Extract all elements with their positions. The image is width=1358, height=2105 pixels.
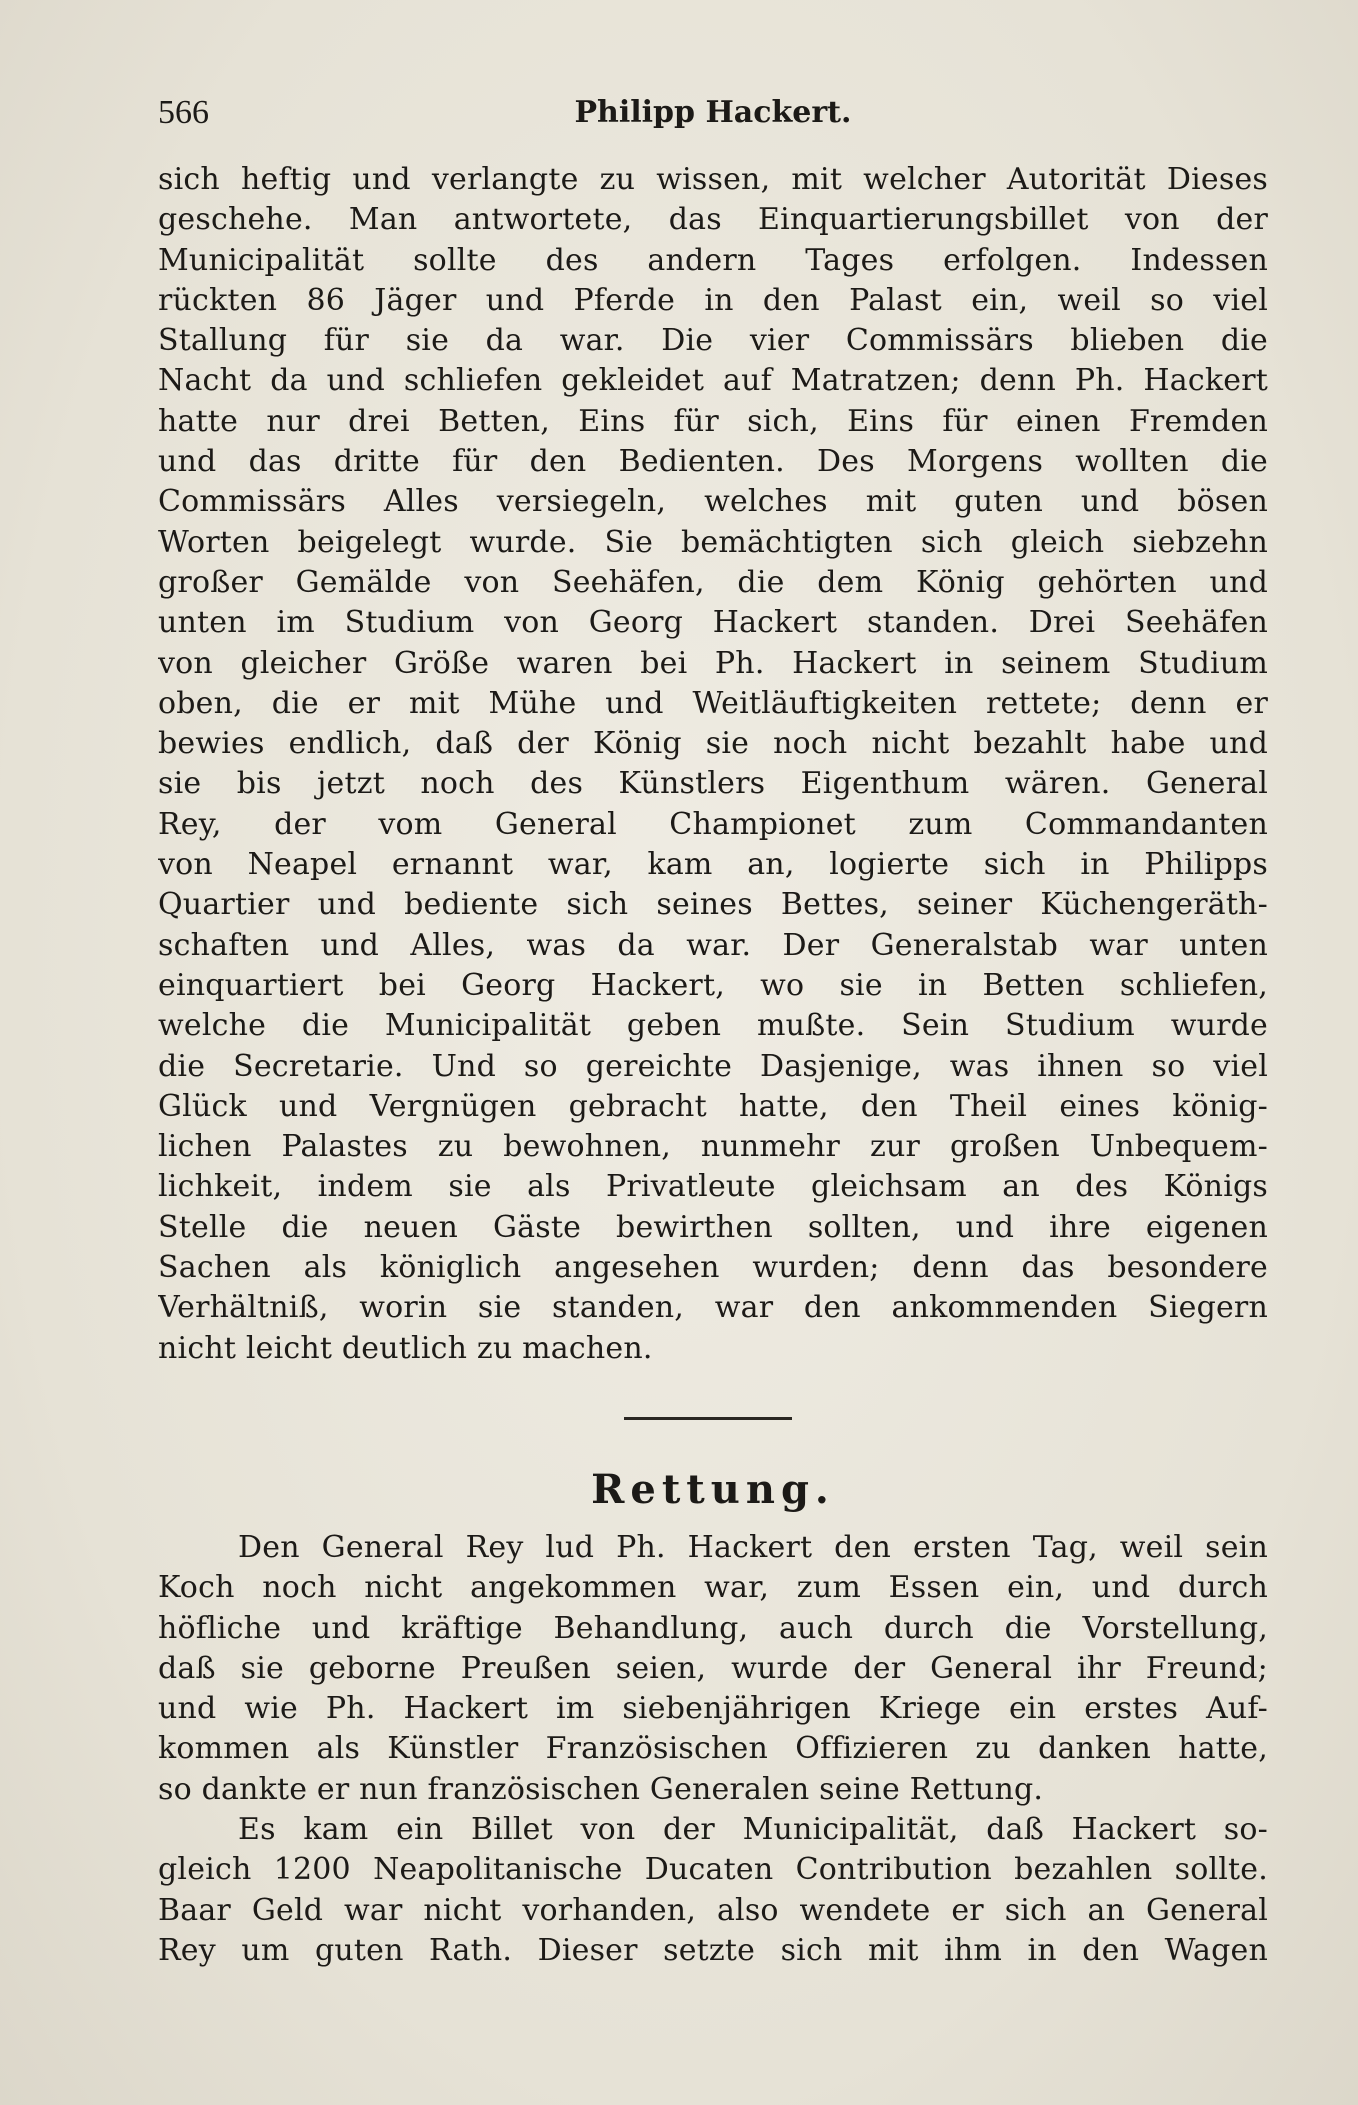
page-number: 566 [158, 94, 209, 131]
text-line: nicht leicht deutlich zu machen. [158, 1330, 653, 1366]
text-line: oben, die er mit Mühe und Weitläuftigkeiten rettete; denn er [158, 685, 1268, 721]
text-line: Stelle die neuen Gäste bewirthen sollten, und ihre eigenen [158, 1209, 1268, 1245]
text-line: einquartiert bei Georg Hackert, wo sie in Betten schliefen, [158, 967, 1268, 1003]
text-line: Commissärs Alles versiegeln, welches mit guten und bösen [158, 484, 1268, 520]
text-line: sich heftig und verlangte zu wissen, mit welcher Autorität Dieses [158, 162, 1268, 197]
text-line: rückten 86 Jäger und Pferde in den Palast ein, weil so viel [158, 282, 1268, 318]
text-line: lichkeit, indem sie als Privatleute gleichsam an des Königs [158, 1169, 1268, 1205]
text-line: Koch noch nicht angekommen war, zum Essen ein, und durch [158, 1570, 1268, 1606]
text-line: geschehe. Man antwortete, das Einquartierungsbillet von der [158, 202, 1268, 238]
section-body [158, 1528, 1268, 1971]
text-line: großer Gemälde von Seehäfen, die dem König gehörten und [158, 564, 1268, 600]
text-line: und wie Ph. Hackert im siebenjährigen Kriege ein erstes Auf- [158, 1691, 1268, 1727]
text-line: hatte nur drei Betten, Eins für sich, Eins für einen Fremden [158, 403, 1268, 439]
text-line: Sachen als königlich angesehen wurden; denn das besondere [158, 1250, 1268, 1286]
text-line: welche die Municipalität geben mußte. Sein Studium wurde [158, 1008, 1268, 1044]
text-line: gleich 1200 Neapolitanische Ducaten Contribution bezahlen sollte. [158, 1852, 1268, 1888]
paragraph-1 [158, 160, 1268, 1369]
section-divider [624, 1417, 792, 1420]
text-line: von gleicher Größe waren bei Ph. Hackert in seinem Studium [158, 645, 1268, 681]
text-line: die Secretarie. Und so gereichte Dasjenige, was ihnen so viel [158, 1048, 1268, 1084]
running-title: Philipp Hackert. [574, 95, 852, 130]
text-line: Es kam ein Billet von der Municipalität, daß Hackert so- [238, 1812, 1268, 1848]
text-line: Glück und Vergnügen gebracht hatte, den Theil eines könig- [158, 1088, 1268, 1124]
paragraph-3 [158, 1810, 1268, 1971]
text-line: Municipalität sollte des andern Tages erfolgen. Indessen [158, 242, 1268, 278]
running-head [158, 88, 1268, 138]
paragraph-2 [158, 1528, 1268, 1810]
text-line: Verhältniß, worin sie standen, war den ankommenden Siegern [158, 1290, 1268, 1326]
text-line: Rey, der vom General Championet zum Commandanten [158, 806, 1268, 842]
text-line: sie bis jetzt noch des Künstlers Eigenthum wären. General [158, 766, 1268, 802]
text-line: Rey um guten Rath. Dieser setzte sich mit ihm in den Wagen [158, 1932, 1268, 1968]
text-line: Den General Rey lud Ph. Hackert den ersten Tag, weil sein [238, 1530, 1268, 1565]
text-line: lichen Palastes zu bewohnen, nunmehr zur großen Unbequem- [158, 1129, 1268, 1165]
text-line: so dankte er nun französischen Generalen seine Rettung. [158, 1771, 1044, 1807]
text-line: Stallung für sie da war. Die vier Commissärs blieben die [158, 323, 1268, 359]
section-heading: Rettung. [591, 1466, 835, 1513]
text-line: daß sie geborne Preußen seien, wurde der General ihr Freund; [158, 1650, 1268, 1686]
text-line: höfliche und kräftige Behandlung, auch durch die Vorstellung, [158, 1610, 1268, 1646]
text-line: Worten beigelegt wurde. Sie bemächtigten sich gleich siebzehn [158, 524, 1268, 560]
text-line: unten im Studium von Georg Hackert standen. Drei Seehäfen [158, 605, 1268, 641]
text-line: Quartier und bediente sich seines Bettes, seiner Küchengeräth- [158, 887, 1268, 923]
text-line: bewies endlich, daß der König sie noch nicht bezahlt habe und [158, 726, 1268, 762]
text-line: Nacht da und schliefen gekleidet auf Matratzen; denn Ph. Hackert [158, 363, 1268, 399]
text-line: schaften und Alles, was da war. Der Generalstab war unten [158, 927, 1268, 963]
text-line: von Neapel ernannt war, kam an, logierte sich in Philipps [158, 847, 1268, 883]
text-line: und das dritte für den Bedienten. Des Morgens wollten die [158, 444, 1268, 480]
text-line: kommen als Künstler Französischen Offizieren zu danken hatte, [158, 1731, 1268, 1767]
text-line: Baar Geld war nicht vorhanden, also wendete er sich an General [158, 1892, 1268, 1928]
